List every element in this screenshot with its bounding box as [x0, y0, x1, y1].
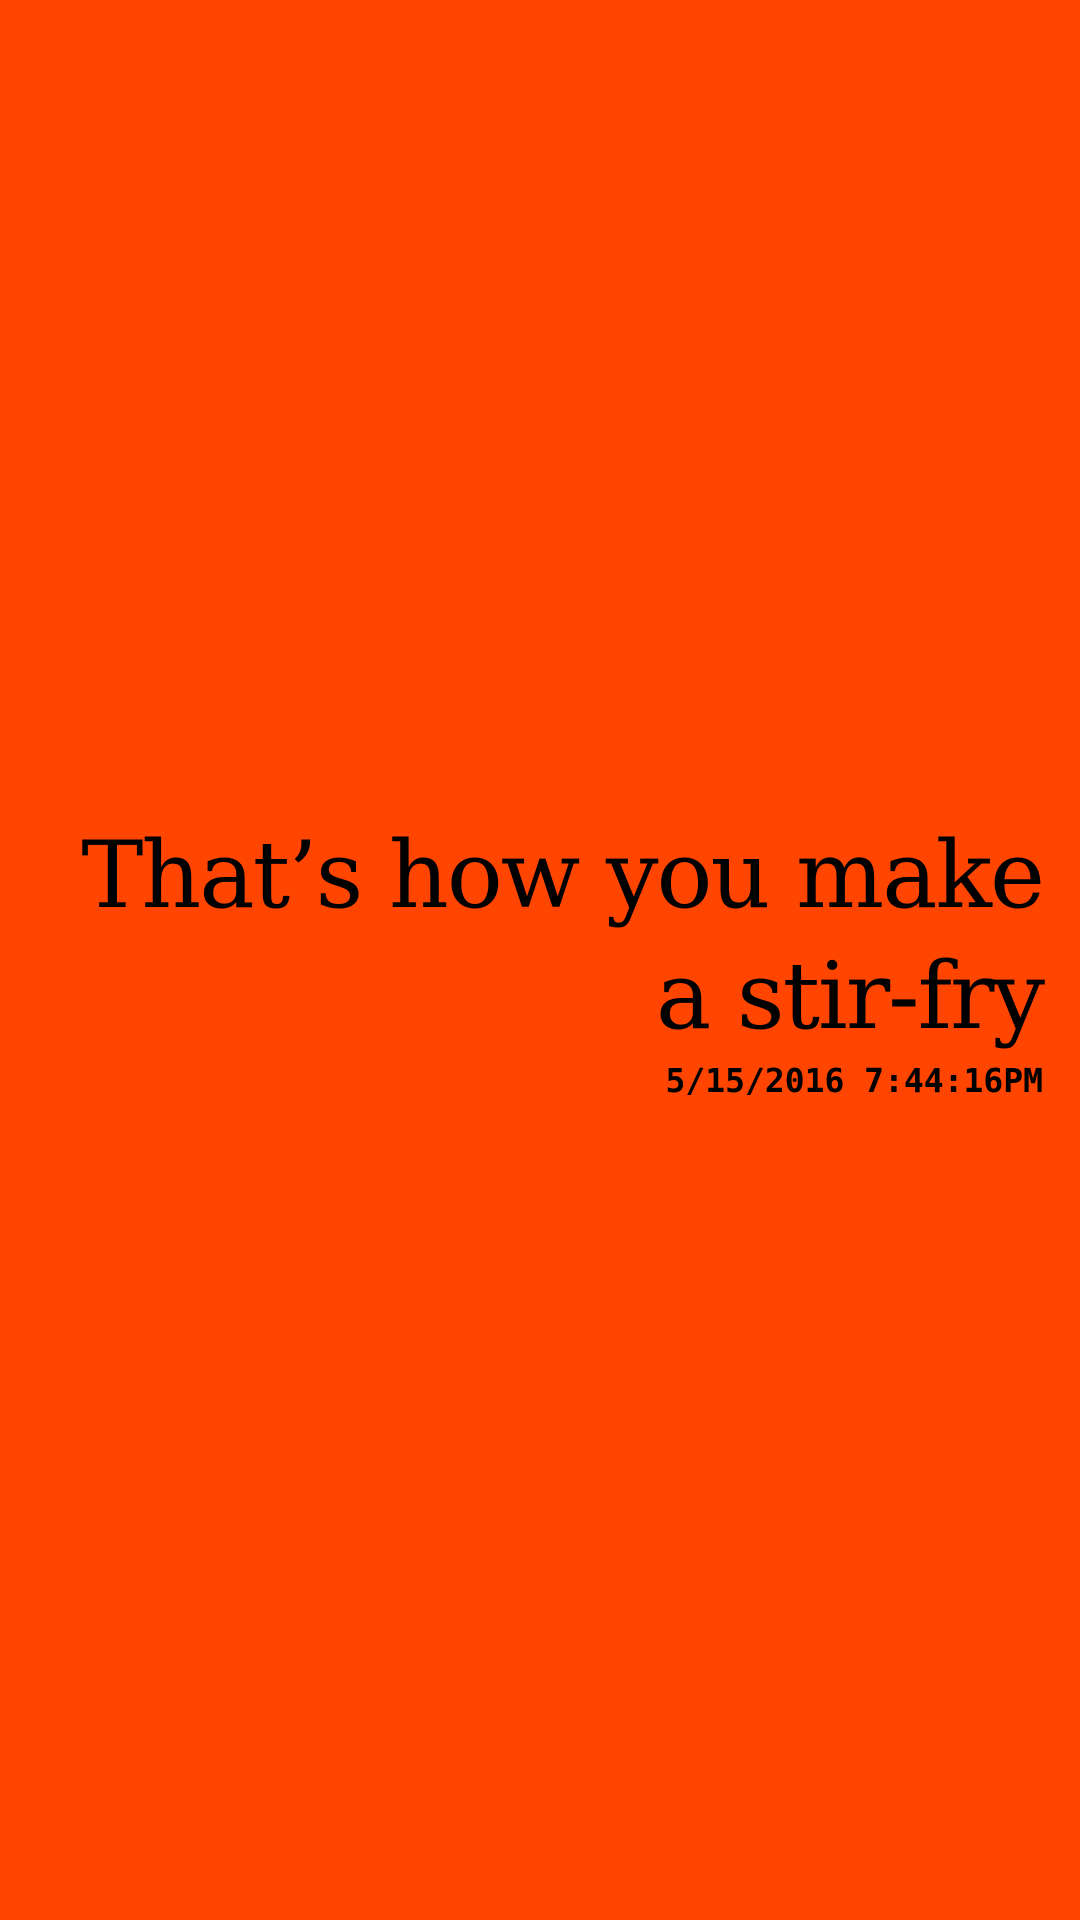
message-text: That’s how you make a stir-fry: [81, 821, 1043, 1050]
message-block: [0, 815, 1080, 1103]
message-timestamp: 5/15/2016 7:44:16PM: [665, 1061, 1043, 1100]
